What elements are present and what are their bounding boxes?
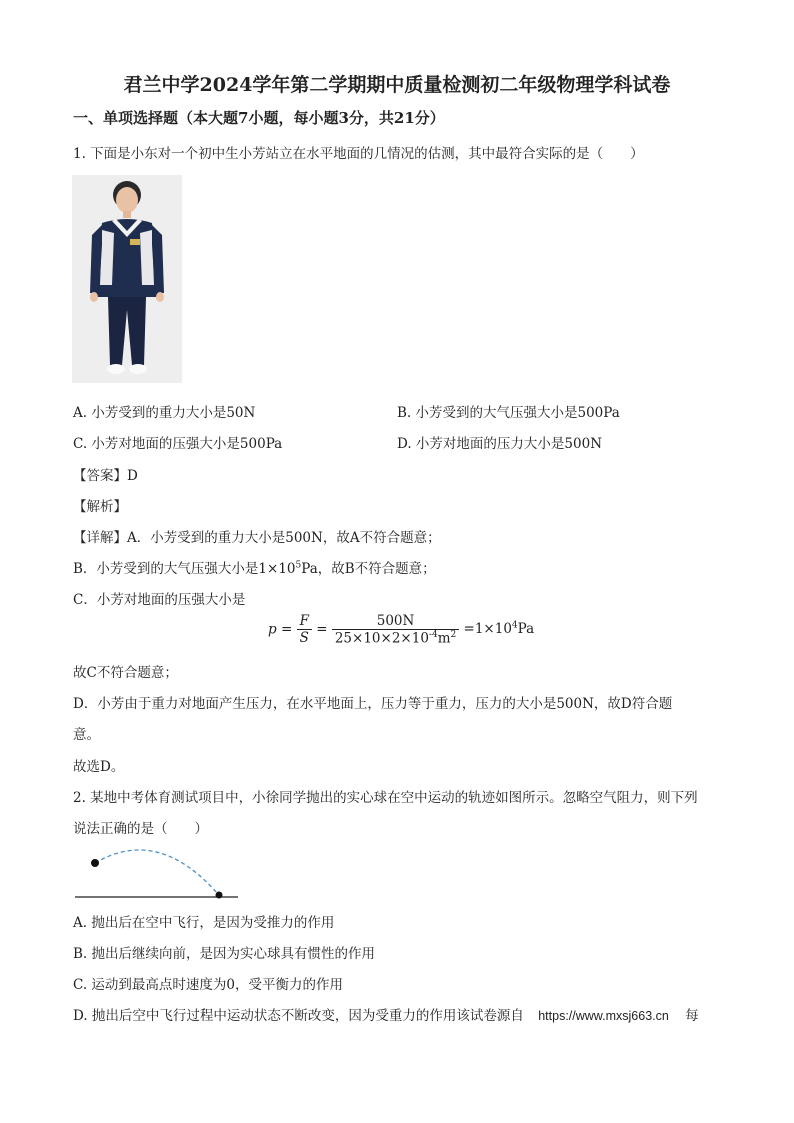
q2-stem-1: 2. 某地中考体育测试项目中，小徐同学抛出的实心球在空中运动的轨迹如图所示。忽略空气阻力，则下列 <box>73 790 698 806</box>
q2-option-d <box>73 1004 699 1024</box>
trajectory-diagram <box>73 840 243 904</box>
q1-option-a: A. 小芳受到的重力大小是50N <box>73 405 256 421</box>
detail-a-text: A．小芳受到的重力大小是500N，故A不符合题意； <box>127 530 441 546</box>
formula-eq1: = <box>280 621 293 638</box>
ball-start <box>91 859 99 867</box>
q2-option-b: B. 抛出后继续向前，是因为实心球具有惯性的作用 <box>73 946 376 962</box>
den-post: m <box>437 630 451 647</box>
den-exp: -4 <box>428 630 438 640</box>
answer-tag: 【答案】 <box>73 468 127 484</box>
formula-fraction <box>332 613 459 647</box>
den-pre: 25×10×2×10 <box>334 630 429 647</box>
answer-value: D <box>127 468 138 484</box>
result-pre: =1×10 <box>463 621 512 638</box>
trajectory-curve <box>95 850 218 894</box>
detail-a <box>73 526 441 546</box>
q2-option-d-text: D. 抛出后空中飞行过程中运动状态不断改变，因为受重力的作用该试卷源自 <box>73 1008 524 1024</box>
formula-numerator: 500N <box>332 613 459 630</box>
formula-eq2: = <box>316 621 328 638</box>
q2-stem-2: 说法正确的是（ ） <box>73 821 208 837</box>
detail-b <box>73 557 436 577</box>
detail-d-1: D．小芳由于重力对地面产生压力，在水平地面上，压力等于重力，压力的大小是500N，故D符合题 <box>73 696 673 712</box>
q1-option-c: C. 小芳对地面的压强大小是500Pa <box>73 436 283 452</box>
detail-d-2: 意。 <box>73 727 100 743</box>
page-title: 君兰中学2024学年第二学期期中质量检测初二年级物理学科试卷 <box>123 74 671 96</box>
result-exp: 4 <box>511 620 518 631</box>
formula-f: F <box>297 613 312 630</box>
detail-tag: 【详解】 <box>73 530 127 546</box>
q1-option-d: D. 小芳对地面的压力大小是500N <box>397 436 603 452</box>
formula-s: S <box>299 630 309 647</box>
watermark-tail: 每 <box>685 1008 699 1024</box>
q2-option-a: A. 抛出后在空中飞行，是因为受推力的作用 <box>73 915 335 931</box>
formula-f-over-s <box>297 613 312 646</box>
formula-denominator <box>332 630 459 647</box>
analysis-tag: 【解析】 <box>73 499 127 515</box>
detail-b-pre: B．小芳受到的大气压强大小是1×10 <box>73 561 296 577</box>
den-exp2: 2 <box>450 630 457 640</box>
formula-p: p <box>268 621 277 638</box>
section-heading: 一、单项选择题（本大题7小题，每小题3分，共21分） <box>73 109 445 127</box>
pressure-formula <box>268 613 534 647</box>
student-photo <box>72 175 182 383</box>
detail-b-post: Pa，故B不符合题意； <box>301 561 436 577</box>
q2-option-c: C. 运动到最高点时速度为0，受平衡力的作用 <box>73 977 344 993</box>
final-choice: 故选D。 <box>73 759 125 775</box>
answer-line <box>73 464 138 484</box>
q1-stem: 1. 下面是小东对一个初中生小芳站立在水平地面的几情况的估测，其中最符合实际的是（ ） <box>73 146 644 162</box>
ball-end <box>216 892 223 899</box>
detail-c: C．小芳对地面的压强大小是 <box>73 592 246 608</box>
result-post: Pa <box>517 621 535 638</box>
watermark-url: https://www.mxsj663.cn <box>538 1009 669 1023</box>
q1-option-b: B. 小芳受到的大气压强大小是500Pa <box>397 405 620 421</box>
detail-b-exp: 5 <box>295 560 302 571</box>
c-conclusion: 故C不符合题意； <box>73 665 178 681</box>
formula-result <box>464 621 535 637</box>
